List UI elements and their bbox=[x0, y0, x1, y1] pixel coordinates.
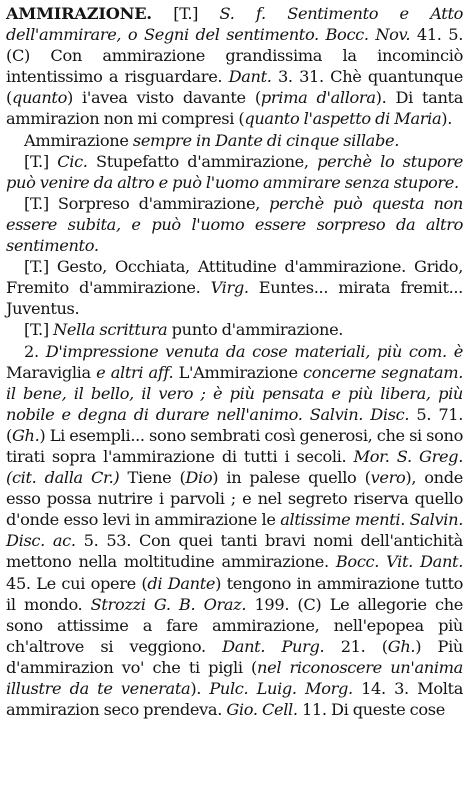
italic-run: Nella scrittura bbox=[53, 320, 168, 340]
sense-punto bbox=[6, 319, 463, 340]
text-run: [T.] bbox=[24, 320, 54, 340]
italic-run: S. f. Sentimento e Atto dell'ammirare, o Segni del sentimento. Bocc. Nov. bbox=[6, 4, 463, 45]
italic-run: perchè lo stupore può venire da altro e può l'uomo ammirare senza stupore. bbox=[6, 151, 463, 192]
sense-2-impressione bbox=[6, 341, 463, 721]
italic-run: quanto l'aspetto di Maria bbox=[244, 109, 442, 129]
text-run: 5. 71. ( bbox=[6, 404, 464, 445]
text-run: 21. ( bbox=[324, 636, 388, 656]
italic-run: altissime menti. bbox=[280, 510, 405, 530]
italic-run: D'impressione venuta da cose materiali, più com. è bbox=[45, 341, 463, 361]
sense-gesto bbox=[6, 256, 463, 319]
italic-run: e altri aff. bbox=[96, 362, 174, 382]
text-run: Euntes... mirata fremit... Juventus. bbox=[6, 278, 463, 319]
usage-note-dante bbox=[6, 130, 463, 151]
italic-run: Virg. bbox=[210, 278, 249, 298]
italic-run: di Dante bbox=[147, 573, 216, 593]
text-run: Ammirazione bbox=[24, 130, 133, 150]
text-run: ) Li esempli... sono sembrati così generosi, che si sono tirati sopra l'ammirazione di tutti i secoli. bbox=[6, 425, 463, 466]
italic-run: Gio. Cell. bbox=[226, 700, 298, 720]
italic-run: Cic. bbox=[57, 151, 88, 171]
sense-stupefatto bbox=[6, 151, 463, 193]
italic-run: Dio bbox=[185, 468, 213, 488]
italic-run: vero bbox=[370, 468, 406, 488]
text-run: Stupefatto d'ammirazione, bbox=[87, 151, 318, 171]
text-run: [T.] bbox=[24, 151, 58, 171]
text-run: ) i'avea visto davante ( bbox=[66, 88, 261, 108]
italic-run: Dant. bbox=[228, 67, 272, 87]
text-run: 41. 5. (C) Con ammirazione grandissima la incominciò intentissimo a risguardare. bbox=[6, 25, 464, 87]
text-run: 5. 53. Con quei tanti bravi nomi dell'antichità mettono nella moltitudine ammirazione. bbox=[6, 531, 463, 572]
italic-run: Mor. S. Greg. (cit. dalla Cr.) bbox=[6, 446, 463, 488]
text-run: Tiene ( bbox=[119, 468, 186, 488]
text-run: [T.] Gesto, Occhiata, Attitudine d'ammirazione. Grido, Fremito d'ammirazione. bbox=[6, 257, 463, 298]
text-run: ), onde esso possa nutrire i parvoli ; e nel segreto riserva quello d'onde esso levi in ammirazione le bbox=[6, 468, 463, 530]
text-run: 45. Le cui opere ( bbox=[6, 573, 148, 593]
text-run: 14. 3. Molta ammirazion seco prendeva. bbox=[6, 679, 463, 720]
italic-run: concerne segnatam. il bene, il bello, il vero ; è più pensata e più libera, più nobile e degna di durare nell'animo. Salvin. Disc. bbox=[6, 362, 464, 424]
sense-sorpreso bbox=[6, 193, 463, 256]
text-run: 3. 31. Chè quantunque ( bbox=[6, 67, 463, 108]
italic-run: quanto bbox=[11, 88, 67, 108]
text-run: 199. (C) Le allegorie che sono attissime a fare ammirazione, nell'epopea più ch'altrove si veggiono. bbox=[6, 594, 463, 656]
italic-run: Pulc. Luig. Morg. bbox=[209, 679, 353, 698]
italic-run: prima d'allora bbox=[260, 88, 376, 108]
text-run: ). bbox=[441, 109, 453, 129]
italic-run: nel riconoscere un'anima illustre da te venerata bbox=[6, 657, 463, 698]
text-run: [T.] Sorpreso d'ammirazione, bbox=[24, 193, 270, 213]
italic-run: perchè può questa non essere subita, e può l'uomo essere sorpreso da altro sentimento. bbox=[6, 193, 463, 256]
text-run: [T.] bbox=[151, 4, 220, 23]
italic-run: Salvin. Disc. ac. bbox=[6, 510, 463, 551]
text-run: ) tengono in ammirazione tutto il mondo. bbox=[6, 573, 463, 614]
text-run: ). Di tanta ammirazion non mi compresi ( bbox=[6, 88, 464, 129]
text-run: L'Ammirazione bbox=[173, 362, 304, 382]
text-run: 11. Di queste cose bbox=[297, 700, 445, 720]
italic-run: Dant. Purg. bbox=[222, 636, 325, 656]
text-run: punto d'ammirazione. bbox=[167, 320, 344, 340]
text-run: ) in palese quello ( bbox=[212, 468, 371, 488]
headword: AMMIRAZIONE. bbox=[6, 4, 152, 23]
text-run: Maraviglia bbox=[6, 362, 97, 382]
italic-run: Gh. bbox=[387, 636, 416, 656]
italic-run: sempre in Dante di cinque sillabe. bbox=[132, 130, 399, 150]
text-run: ). bbox=[190, 679, 210, 698]
entry-definition bbox=[6, 3, 463, 130]
italic-run: Gh. bbox=[11, 425, 40, 445]
text-run: 2. bbox=[24, 341, 46, 361]
italic-run: Bocc. Vit. Dant. bbox=[335, 552, 463, 572]
italic-run: Strozzi G. B. Oraz. bbox=[90, 594, 247, 614]
text-run: ) Più d'ammirazion vo' che ti pigli ( bbox=[6, 636, 463, 677]
